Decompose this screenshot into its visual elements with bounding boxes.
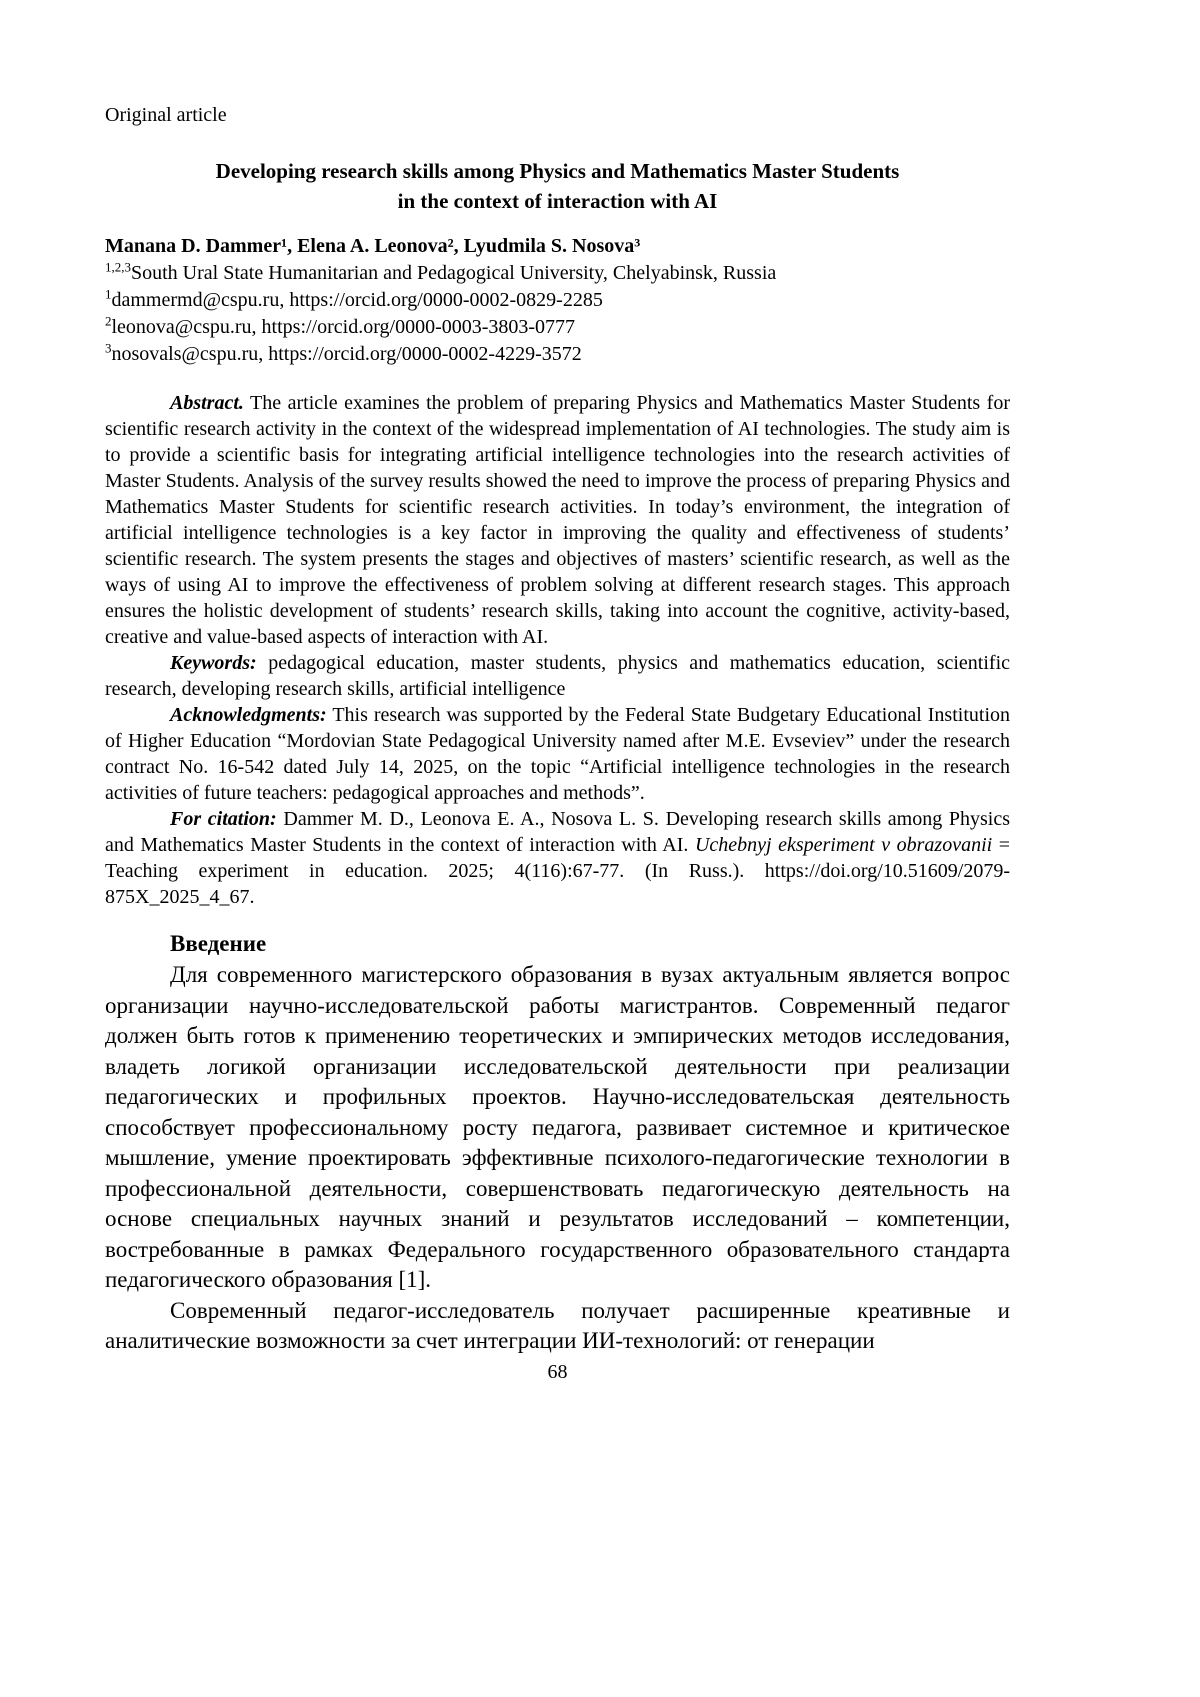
keywords-label: Keywords:: [170, 652, 257, 674]
article-title-line-1: Developing research skills among Physics and Mathematics Master Students: [215, 159, 900, 183]
citation-tail: = Teaching experiment in education. 2025; 4(116):67-77. (In Russ.). https://doi.org/10.51609/2079-875X_2025_4_67.: [105, 834, 1011, 908]
article-title-line-2: in the context of interaction with AI: [397, 189, 718, 213]
acknowledgments-paragraph: [105, 702, 1010, 806]
abstract-label: Abstract.: [170, 392, 244, 414]
author-1-superscript: 1: [105, 286, 112, 302]
citation-paragraph: [105, 806, 1010, 910]
author-1-email-orcid: dammermd@cspu.ru, https://orcid.org/0000-0002-0829-2285: [111, 289, 603, 311]
author-3-email-orcid: nosovals@cspu.ru, https://orcid.org/0000-0002-4229-3572: [111, 343, 582, 365]
affiliation-text: South Ural State Humanitarian and Pedagogical University, Chelyabinsk, Russia: [131, 262, 777, 284]
keywords-paragraph: [105, 650, 1010, 702]
article-title: [105, 156, 1010, 216]
intro-paragraph-1: Для современного магистерского образования в вузах актуальным является вопрос организации научно-исследовательской работы магистрантов. Современный педагог должен быть готов к применению теоретических и эмпирических методов исследования, владеть логикой организации исследовательской деятельности при реализации педагогических и профильных проектов. Научно-исследовательская деятельность способствует профессиональному росту педагога, развивает системное и критическое мышление, умение проектировать эффективные психолого-педагогические технологии в профессиональной деятельности, совершенствовать педагогическую деятельность на основе специальных научных знаний и результатов исследований – компетенции, востребованные в рамках Федерального государственного образовательного стандарта педагогического образования [1].: [105, 962, 1010, 1292]
intro-paragraph-2: Современный педагог-исследователь получает расширенные креативные и аналитические возможности за счет интеграции ИИ-технологий: от генерации: [105, 1297, 1010, 1353]
authors-line: Manana D. Dammer¹, Elena A. Leonova², Lyudmila S. Nosova³: [105, 235, 641, 257]
contact-line-author-2: [105, 314, 1010, 341]
article-type-label: Original article: [105, 104, 227, 126]
acknowledgments-label: Acknowledgments:: [170, 704, 327, 726]
author-3-superscript: 3: [105, 340, 112, 356]
keywords-text: pedagogical education, master students, physics and mathematics education, scientific research, developing research skills, artificial intelligence: [105, 652, 1011, 700]
affiliation-line: [105, 260, 1010, 287]
contact-line-author-3: [105, 341, 1010, 368]
abstract-text: The article examines the problem of preparing Physics and Mathematics Master Students for scientific research activity in the context of the widespread implementation of AI technologies. The study aim is to provide a scientific basis for integrating artificial intelligence technologies into the research activities of Master Students. Analysis of the survey results showed the need to improve the process of preparing Physics and Mathematics Master Students for scientific research activities. In today’s environment, the integration of artificial intelligence technologies is a key factor in improving the quality and effectiveness of students’ scientific research. The system presents the stages and objectives of masters’ scientific research, as well as the ways of using AI to improve the effectiveness of problem solving at different research stages. This approach ensures the holistic development of students’ research skills, taking into account the cognitive, activity-based, creative and value-based aspects of interaction with AI.: [105, 392, 1011, 648]
affiliation-superscript: 1,2,3: [105, 259, 131, 275]
abstract-paragraph: [105, 390, 1010, 650]
contact-line-author-1: [105, 287, 1010, 314]
author-2-superscript: 2: [105, 313, 112, 329]
introduction-heading: Введение: [170, 931, 267, 956]
citation-text: Dammer M. D., Leonova E. A., Nosova L. S. Developing research skills among Physics and Mathematics Master Students in the context of interaction with AI.: [105, 808, 1011, 856]
acknowledgments-text: This research was supported by the Federal State Budgetary Educational Institution of Higher Education “Mordovian State Pedagogical University named after M.E. Evseviev” under the research contract No. 16-542 dated July 14, 2025, on the topic “Artificial intelligence technologies in the research activities of future teachers: pedagogical approaches and methods”.: [105, 704, 1010, 804]
citation-label: For citation:: [170, 808, 277, 830]
author-2-email-orcid: leonova@cspu.ru, https://orcid.org/0000-0003-3803-0777: [111, 316, 576, 338]
citation-journal-italic: Uchebnyj eksperiment v obrazovanii: [694, 834, 993, 856]
page-number: 68: [547, 1360, 568, 1383]
